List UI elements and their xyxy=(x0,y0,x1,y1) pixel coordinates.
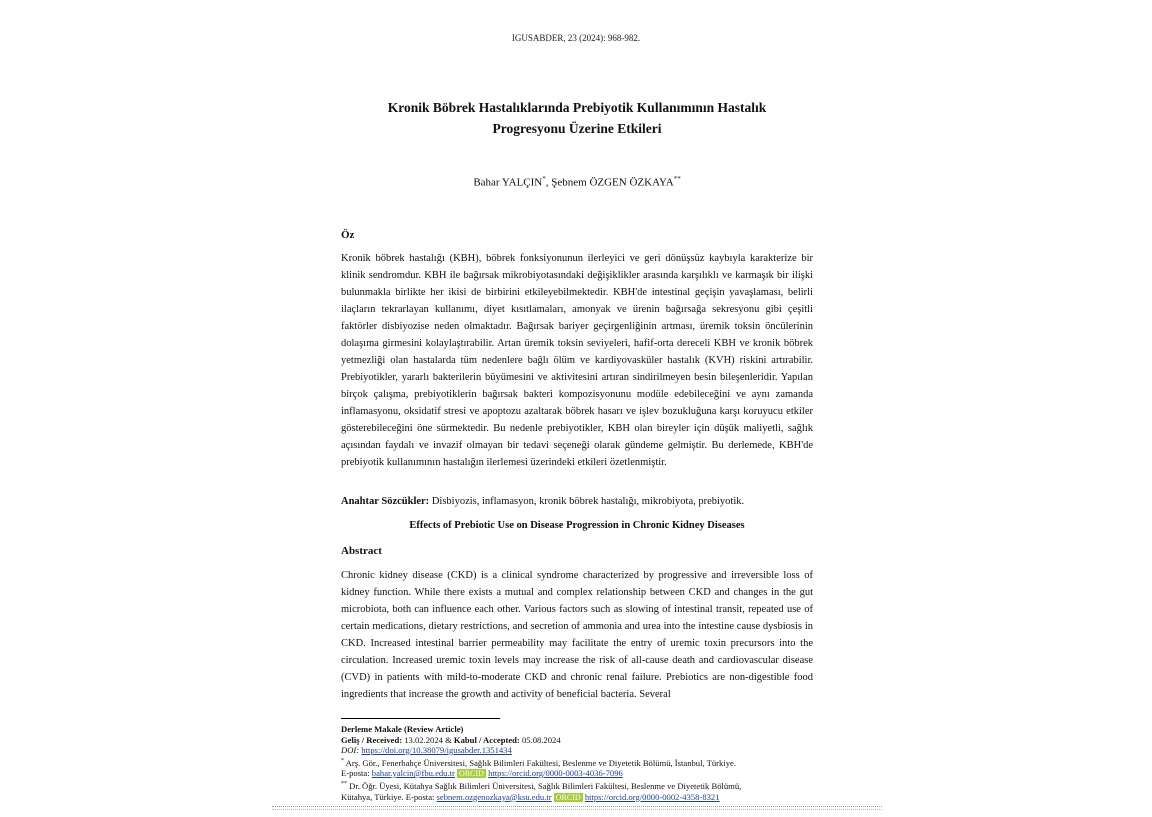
journal-header: IGUSABDER, 23 (2024): 968-982. xyxy=(511,33,641,43)
author-1-mark: * xyxy=(542,175,546,183)
english-title: Effects of Prebiotic Use on Disease Progression in Chronic Kidney Diseases xyxy=(409,520,745,531)
received-date: 13.02.2024 & xyxy=(402,734,454,745)
title-line-1: Kronik Böbrek Hastalıklarında Prebiyotik Kullanımının Hastalık xyxy=(387,100,767,115)
author-1-email-link[interactable]: bahar.yalcin@fbu.edu.tr xyxy=(371,767,455,778)
keywords-label: Anahtar Sözcükler: xyxy=(341,496,430,507)
oz-heading: Öz xyxy=(341,229,355,241)
accepted-label: Kabul / Accepted: xyxy=(453,734,520,745)
abstract-body: Chronic kidney disease (CKD) is a clinical syndrome characterized by progressive and irreversible loss of kidney function. While there exists a mutual and complex relationship between CKD and changes in the gut microbiota, both can influence each other. Various factors such as slowing of intestinal transit, repeated use of certain medications, dietary restrictions, and secretion of ammonia and urea into the intestine cause dysbiosis in CKD. Increased intestinal barrier permeability may facilitate the entry of uremic toxin precursors into the circulation. Increased uremic toxin levels may increase the risk of all-cause death and cardiovascular disease (CVD) in patients with mild-to-moderate CKD and chronic renal failure. Prebiotics are non-digestible food ingredients that increase the growth and activity of beneficial bacteria. Several xyxy=(341,570,813,700)
oz-body: Kronik böbrek hastalığı (KBH), böbrek fonksiyonunun ilerleyici ve geri dönüşsüz kaybıyla karakterize bir klinik sendromdur. KBH ile bağırsak mikrobiyotasındaki değişiklikler arasında karşılıklı ve karmaşık bir ilişki bulunmakla birlikte her ikisi de birbirini etkileyebilmektedir. KBH'de intestinal geçişin yavaşlaması, belirli ilaçların tekrarlayan kullanımı, diyet kısıtlamaları, amonyak ve ürenin bağırsağa sekresyonu gibi çeşitli faktörler disbiyozise neden olmaktadır. Bağırsak bariyer geçirgenliğinin artması, üremik toksin öncülerinin dolaşıma girmesini kolaylaştırabilir. Artan üremik toksin seviyeleri, hafif-orta dereceli KBH ve kronik böbrek yetmezliği olan hastalarda tüm nedenlere bağlı ölüm ve kardiyovasküler hastalık (KVH) riskini artırabilir. Prebiyotikler, yararlı bakterilerin büyümesini ve aktivitesini artıran sindirilmeyen besin bileşenleridir. Yapılan birçok çalışma, prebiyotiklerin bağırsak bakteri kompozisyonunu modüle edebileceğini ve aynı zamanda inflamasyonu, oksidatif stresi ve apoptozu azaltarak böbrek hasarı ve işlev bozukluğuna karşı koruyucu etkiler gösterebileceğini öne sürmektedir. Bu nedenle prebiyotikler, KBH olan bireyler için düşük maliyetli, sağlık açısından faydalı ve invazif olmayan bir tedavi seçeneği olarak gündeme gelmiştir. Bu derlemede, KBH'de prebiyotik kullanımının hastalığın ilerlemesi üzerindeki etkileri özetlenmiştir. xyxy=(341,253,813,468)
article-title xyxy=(340,97,814,139)
author-2-orcid-link[interactable]: https://orcid.org/0000-0002-4358-8321 xyxy=(584,791,720,802)
author-1: Bahar YALÇIN xyxy=(473,176,543,189)
author-1-affiliation: Arş. Gör., Fenerbahçe Üniversitesi, Sağlık Bilimleri Fakültesi, Beslenme ve Diyetetik Bölümü, İstanbul, Türkiye. xyxy=(344,757,736,768)
article-type: Derleme Makale (Review Article) xyxy=(341,724,464,734)
page-edge-divider xyxy=(272,806,882,807)
author-2-affiliation: Dr. Öğr. Üyesi, Kütahya Sağlık Bilimleri Üniversitesi, Sağlık Bilimleri Fakültesi, Beslenme ve Diyetetik Bölümü, xyxy=(347,781,742,792)
accepted-date: 05.08.2024 xyxy=(519,734,561,745)
author-list xyxy=(340,175,814,189)
footnote-rule xyxy=(341,718,500,719)
keywords-text: Disbiyozis, inflamasyon, kronik böbrek hastalığı, mikrobiyota, prebiyotik. xyxy=(429,496,745,507)
author-2-footnote-mark: ** xyxy=(341,781,347,788)
author-1-footnote-mark: * xyxy=(341,757,344,764)
doi-link[interactable]: https://doi.org/10.38079/igusabder.1351434 xyxy=(361,745,512,755)
footnotes xyxy=(341,724,821,803)
author-2-email-link[interactable]: sebnem.ozgenozkaya@ksu.edu.tr xyxy=(436,791,552,802)
author-2-affiliation-cont: Kütahya, Türkiye. E-posta: xyxy=(341,791,437,802)
title-line-2: Progresyonu Üzerine Etkileri xyxy=(492,121,662,136)
author-1-orcid-link[interactable]: https://orcid.org/0000-0003-4036-7096 xyxy=(488,767,623,778)
keywords xyxy=(341,496,813,507)
author-separator: , xyxy=(545,176,552,189)
orcid-badge-icon[interactable]: ORCID xyxy=(555,792,581,802)
page-edge-divider xyxy=(272,809,882,810)
author-2-mark: ** xyxy=(673,175,681,183)
received-label: Geliş / Received: xyxy=(341,734,403,745)
doi-label: DOI: xyxy=(341,745,362,755)
abstract-heading: Abstract xyxy=(341,545,382,557)
author-2: Şebnem ÖZGEN ÖZKAYA xyxy=(551,176,674,189)
email-label: E-posta: xyxy=(341,767,372,778)
orcid-badge-icon[interactable]: ORCID xyxy=(459,768,484,778)
